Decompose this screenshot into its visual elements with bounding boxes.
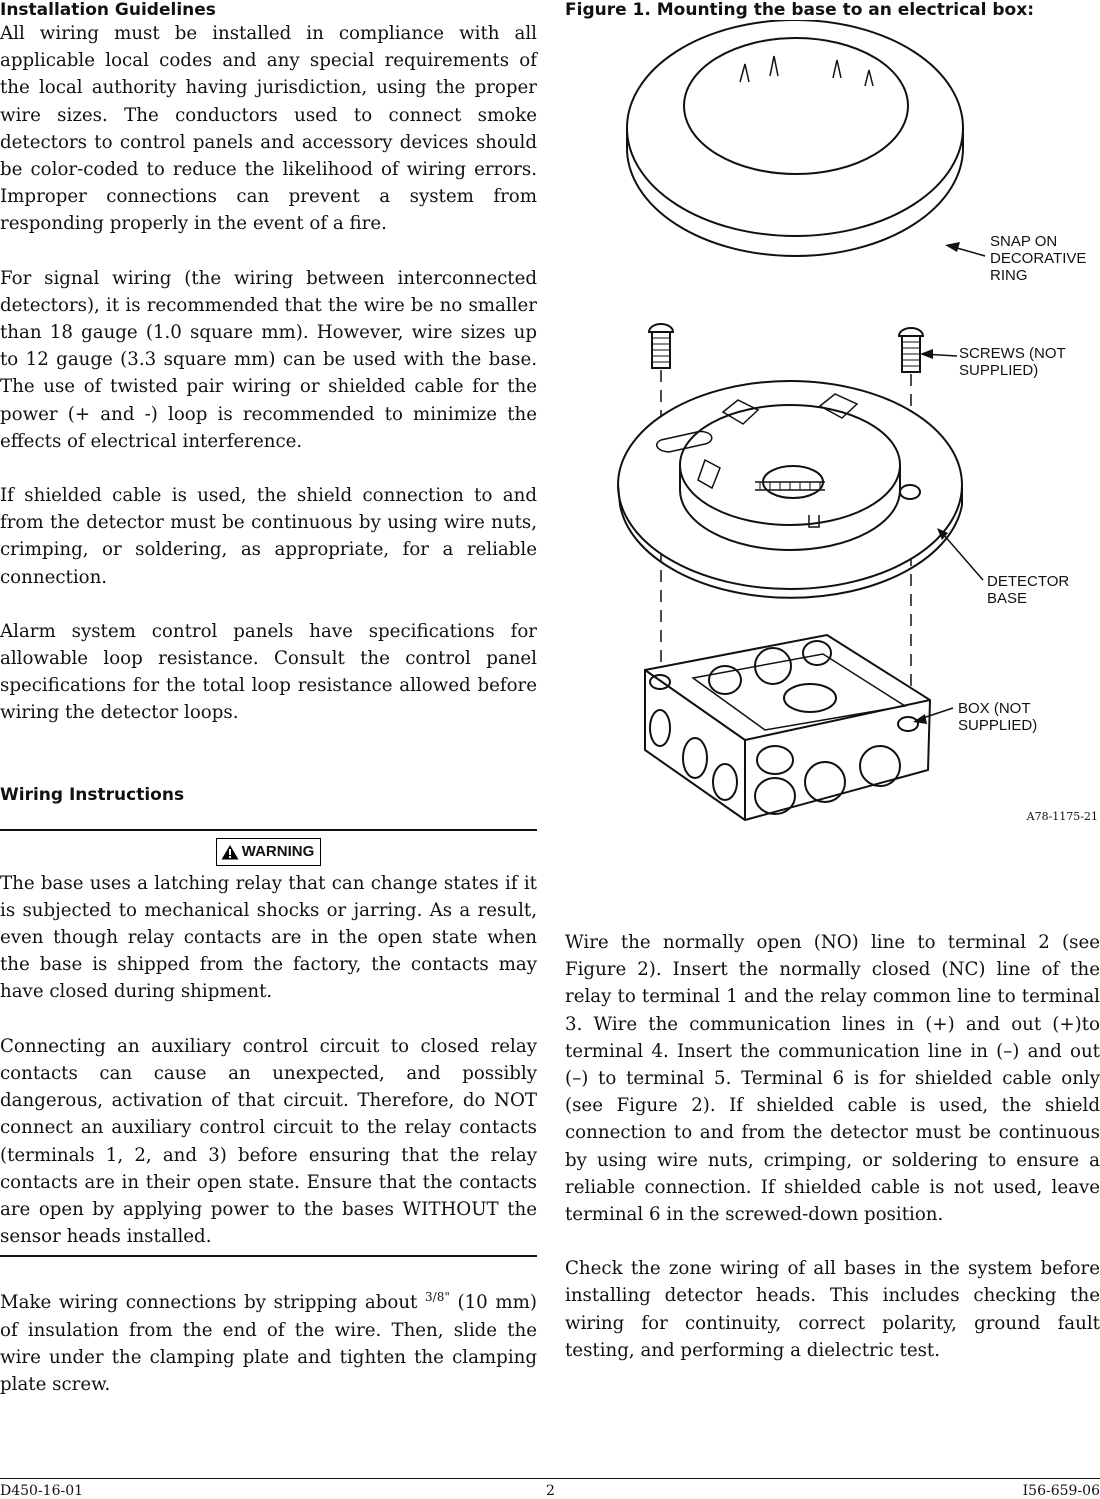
warning-paragraph-2: Connecting an auxiliary control circuit to closed relay contacts can cause an unexpected, and possibly dangerous, activation of that circuit. Therefore, do NOT connect an auxiliary control circuit to the relay contacts (terminals 1, 2, and 3) before ensuring that the relay contacts are in their open state. Ensure that the contacts are open by applying power to the bases WITHOUT the sensor heads installed.	[0, 1035, 537, 1248]
figure-title: Figure 1. Mounting the base to an electrical box:	[565, 0, 1035, 20]
label-box-2: SUPPLIED)	[958, 717, 1038, 734]
label-screws-1: SCREWS (NOT	[959, 345, 1066, 362]
wiring-text-after: (10 mm) of insulation from the end of the wire. Then, slide the wire under the clamping plate and tighten the clamping plate screw.	[0, 1292, 537, 1395]
wiring-heading: Wiring Instructions	[0, 784, 185, 805]
electrical-box-drawing	[645, 635, 930, 820]
wire-strip-fraction: 3/8"	[425, 1290, 450, 1305]
install-paragraph-4: Alarm system control panels have specifications for allowable loop resistance. Consult the control panel specifications for the total loop resistance allowed before wiring the detector loops.	[0, 620, 537, 724]
label-ring-3: RING	[990, 267, 1028, 284]
warning-label: WARNING	[241, 843, 315, 861]
install-paragraph-2: For signal wiring (the wiring between interconnected detectors), it is recommended that the wire be no smaller than 18 gauge (1.0 square mm). However, wire sizes up to 12 gauge (3.3 square mm) can be used with the base. The use of twisted pair wiring or shielded cable for the power (+ and -) loop is recommended to minimize the effects of electrical interference.	[0, 267, 537, 452]
label-ring-1: SNAP ON	[990, 233, 1058, 250]
warning-top-rule	[0, 829, 537, 831]
wiring-text-before: Make wiring connections by stripping about	[0, 1292, 418, 1314]
wiring-paragraph	[0, 1284, 537, 1398]
page-number: 2	[546, 1483, 555, 1499]
install-paragraph-3: If shielded cable is used, the shield connection to and from the detector must be continuous by using wire nuts, crimping, or soldering, as appropriate, for a reliable connection.	[0, 485, 537, 588]
footer-doc-id: D450-16-01	[0, 1483, 84, 1499]
page-footer	[0, 1478, 1100, 1499]
right-column	[565, 0, 1100, 1361]
right-text	[565, 929, 1100, 1364]
screws-drawing	[649, 324, 923, 372]
zone-check-paragraph: Check the zone wiring of all bases in the system before installing detector heads. This includes checking the wiring for continuity, correct polarity, ground fault testing, and performing a dielectric test.	[565, 1258, 1100, 1361]
warning-triangle-icon	[221, 844, 239, 860]
decorative-ring-drawing	[627, 20, 963, 256]
footer-part-id: I56-659-06	[1022, 1483, 1100, 1499]
left-column	[0, 0, 537, 1398]
label-base-1: DETECTOR	[987, 573, 1070, 590]
mounting-figure	[565, 20, 1100, 850]
label-base-2: BASE	[987, 590, 1028, 607]
terminal-wiring-paragraph: Wire the normally open (NO) line to terminal 2 (see Figure 2). Insert the normally closed (NC) line of the relay to terminal 1 and the relay common line to terminal 3. Wire the communication lines in (+) and out (+)to terminal 4. Insert the communication line in (–) and out (–) to terminal 5. Terminal 6 is for shielded cable only (see Figure 2). If shielded cable is used, the shield connection to and from the detector must be continuous by using wire nuts, crimping, or soldering to ensure a reliable connection. If shielded cable is not used, leave terminal 6 in the screwed-down position.	[565, 932, 1100, 1226]
warning-paragraph-1: The base uses a latching relay that can change states if it is subjected to mechanical shocks or jarring. As a result, even though relay contacts are in the open state when the base is shipped from the factory, the contacts may have closed during shipment.	[0, 872, 537, 1003]
label-ring-2: DECORATIVE	[990, 250, 1087, 267]
warning-badge-row	[0, 838, 537, 870]
installation-heading: Installation Guidelines	[0, 0, 216, 20]
install-paragraph-1: All wiring must be installed in compliance with all applicable local codes and any special requirements of the local authority having jurisdiction, using the proper wire sizes. The conductors used to connect smoke detectors to control panels and accessory devices should be color-coded to reduce the likelihood of wiring errors. Improper connections can prevent a system from responding properly in the event of a fire.	[0, 23, 537, 235]
label-box-1: BOX (NOT	[958, 700, 1031, 717]
label-screws-2: SUPPLIED)	[959, 362, 1039, 379]
warning-badge	[216, 838, 322, 866]
figure-code: A78-1175-21	[1026, 810, 1098, 823]
